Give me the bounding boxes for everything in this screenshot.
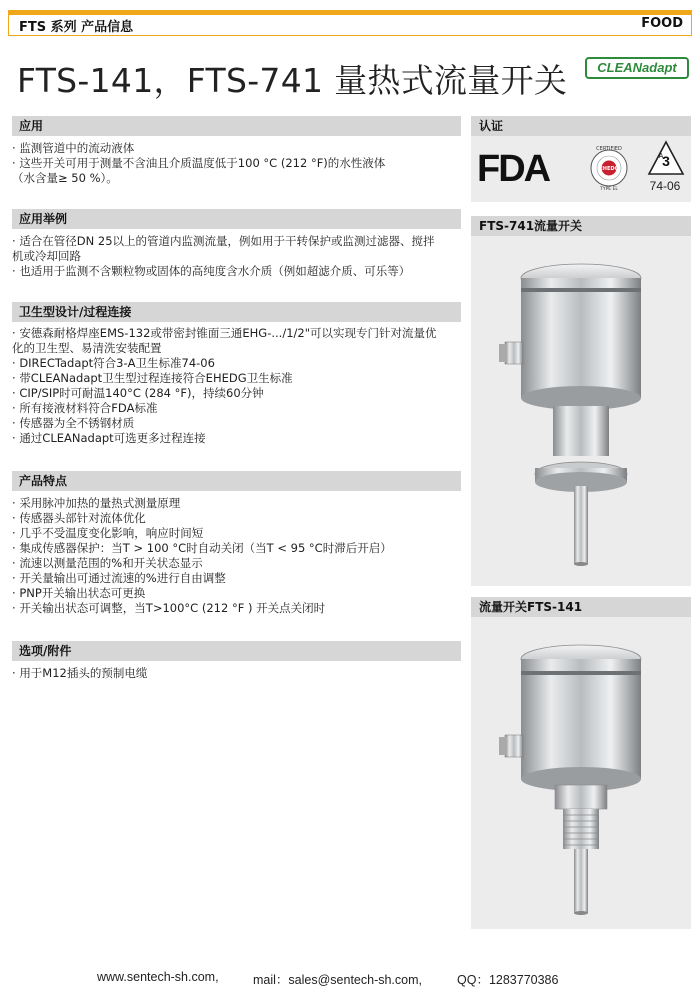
section-list-examples: [12, 234, 464, 279]
list-item: · 通过CLEANadapt可选更多过程连接: [12, 431, 464, 446]
header-bar: [8, 10, 692, 36]
list-item: · 所有接液材料符合FDA标准: [12, 401, 464, 416]
section-list-options: [12, 666, 464, 681]
list-item: · 几乎不受温度变化影响，响应时间短: [12, 526, 464, 541]
fts741-product-image: [471, 236, 691, 586]
svg-text:A: A: [658, 153, 664, 160]
list-item: · DIRECTadapt符合3-A卫生标准74-06: [12, 356, 464, 371]
list-item: · 也适用于监测不含颗粒物或固体的高纯度含水介质（例如超滤介质、可乐等）: [12, 264, 464, 279]
section-heading-examples: 应用举例: [12, 209, 461, 229]
certification-logos: [471, 136, 691, 202]
three-a-symbol-icon: [649, 142, 683, 193]
ehedg-seal-icon: [591, 146, 627, 192]
fts141-heading: 流量开关FTS-141: [471, 597, 691, 617]
svg-text:FDA: FDA: [477, 148, 550, 190]
list-item: · 开关量输出可通过流速的%进行自由调整: [12, 571, 464, 586]
footer-website[interactable]: www.sentech-sh.com,: [97, 970, 219, 984]
section-list-hygienic: [12, 326, 464, 446]
section-heading-features: 产品特点: [12, 471, 461, 491]
fts141-panel: [471, 597, 691, 929]
page-title: FTS-141，FTS-741 量热式流量开关: [17, 61, 568, 100]
svg-text:TYPE EL: TYPE EL: [600, 187, 618, 192]
svg-text:CERTIFIED: CERTIFIED: [596, 146, 622, 152]
fts741-panel: [471, 216, 691, 586]
list-item: · 带CLEANadapt卫生型过程连接符合EHEDG卫生标准: [12, 371, 464, 386]
svg-text:74-06: 74-06: [649, 179, 681, 193]
list-item: · 安德森耐格焊座EMS-132或带密封锥面三通EHG-.../1/2"可以实现专门针对流量优: [12, 326, 464, 341]
svg-text:3: 3: [662, 153, 670, 169]
list-item: · 流速以测量范围的%和开关状态显示: [12, 556, 464, 571]
list-item: · 用于M12插头的预制电缆: [12, 666, 464, 681]
footer-mail[interactable]: mail：sales@sentech-sh.com,: [253, 973, 422, 987]
header-category: FOOD: [641, 16, 683, 31]
header-series: FTS 系列 产品信息: [19, 20, 134, 35]
cleanadapt-logo: CLEANadapt: [585, 57, 689, 79]
list-item: · 集成传感器保护：当T > 100 °C时自动关闭（当T < 95 °C时滞后开启）: [12, 541, 464, 556]
certification-heading: 认证: [471, 116, 691, 136]
certification-panel: [471, 116, 691, 202]
section-list-application: [12, 141, 464, 186]
list-item: · 适合在管径DN 25以上的管道内监测流量，例如用于干转保护或监测过滤器、搅拌: [12, 234, 464, 249]
list-item: 化的卫生型、易清洗安装配置: [12, 341, 162, 355]
list-item: · 这些开关可用于测量不含油且介质温度低于100 °C (212 °F)的水性液体: [12, 156, 464, 171]
list-item: · PNP开关输出状态可更换: [12, 586, 464, 601]
section-heading-options: 选项/附件: [12, 641, 461, 661]
list-item: · 监测管道中的流动液体: [12, 141, 464, 156]
list-item: · CIP/SIP时可耐温140°C (284 °F)，持续60分钟: [12, 386, 464, 401]
fts741-heading: FTS-741流量开关: [471, 216, 691, 236]
footer-qq: QQ：1283770386: [457, 973, 559, 987]
list-item: · 采用脉冲加热的量热式测量原理: [12, 496, 464, 511]
svg-text:EHEDG: EHEDG: [599, 166, 619, 172]
fts141-product-image: [471, 617, 691, 929]
section-list-features: [12, 496, 464, 616]
list-item: · 传感器为全不锈钢材质: [12, 416, 464, 431]
list-item: 机或冷却回路: [12, 249, 81, 263]
list-item: · 开关输出状态可调整，当T>100°C (212 °F ) 开关点关闭时: [12, 601, 464, 616]
fda-logo-icon: [477, 148, 551, 190]
list-item: （水含量≥ 50 %）。: [12, 171, 118, 185]
section-heading-application: 应用: [12, 116, 461, 136]
section-heading-hygienic: 卫生型设计/过程连接: [12, 302, 461, 322]
list-item: · 传感器头部针对流体优化: [12, 511, 464, 526]
